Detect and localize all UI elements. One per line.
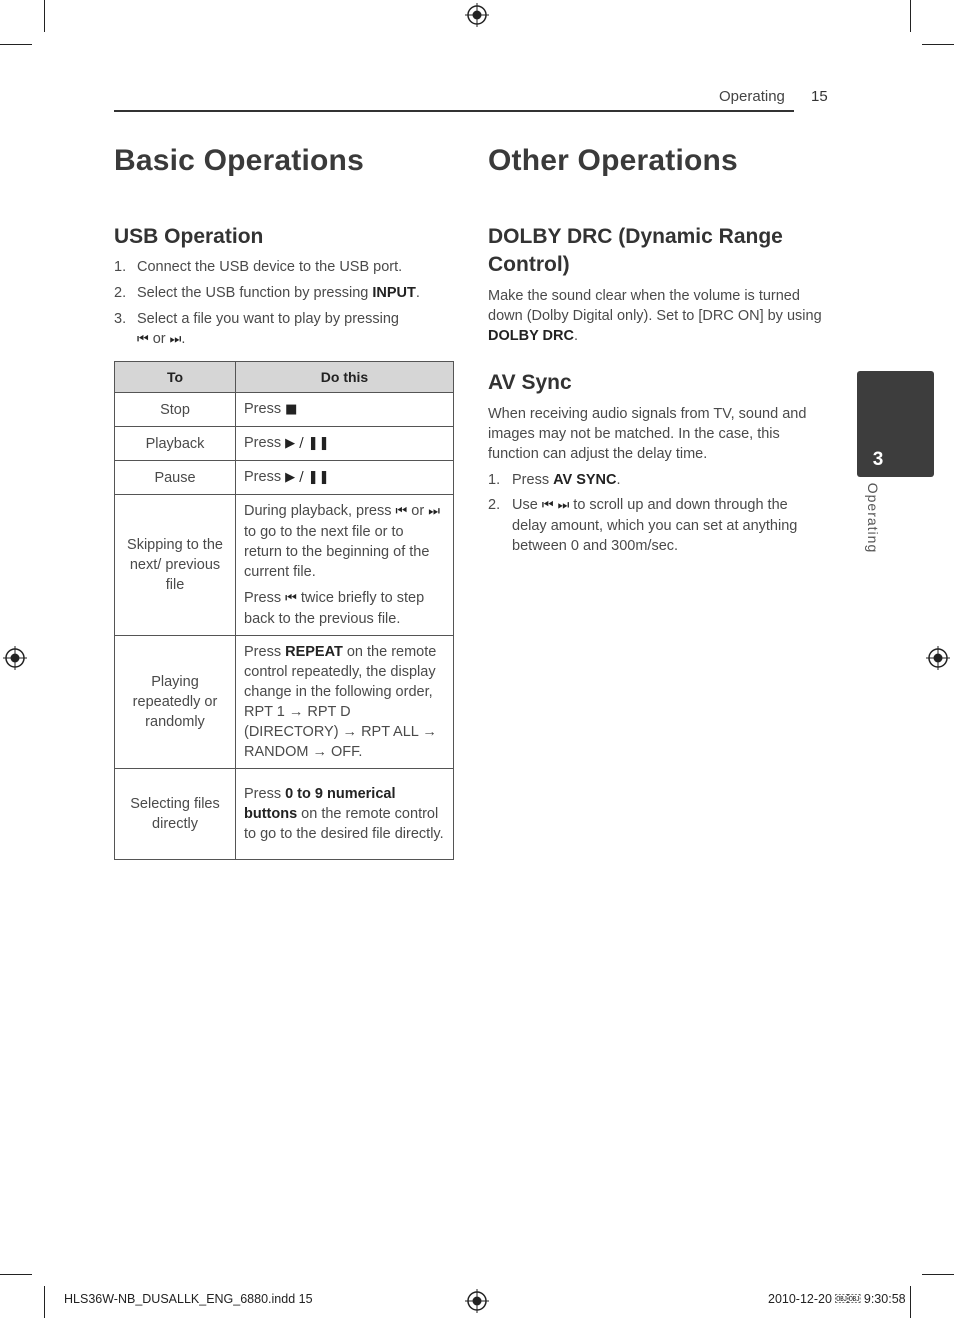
chapter-label: Operating bbox=[865, 482, 881, 554]
crop-mark bbox=[922, 1274, 954, 1275]
row-action-stop: Press ■ bbox=[236, 393, 454, 427]
usb-step-3: Select a file you want to play by pressing ⏮ or ⏭. bbox=[137, 311, 399, 347]
row-action-playback: Press ▶ / ❚❚ bbox=[236, 427, 454, 461]
row-action-repeat: Press REPEAT on the remote control repeatedly, the display change in the following order, RPT 1 → RPT D (DIRECTORY) → RPT ALL → RANDOM → OFF. bbox=[236, 636, 454, 769]
dolby-drc-text: Make the sound clear when the volume is turned down (Dolby Digital only). Set to [DRC ON] by using DOLBY DRC. bbox=[488, 288, 822, 344]
operations-table bbox=[114, 361, 454, 860]
row-action-select-files: Press 0 to 9 numerical buttons on the remote control to go to the desired file directly. bbox=[236, 769, 454, 860]
skip-previous-icon: ⏮ bbox=[285, 591, 297, 606]
numerical-buttons-label: 0 to 9 numerical buttons bbox=[244, 786, 396, 822]
usb-step-2: Select the USB function by pressing INPUT. bbox=[137, 285, 420, 301]
usb-step-1: Connect the USB device to the USB port. bbox=[137, 259, 403, 275]
table-row bbox=[115, 393, 454, 427]
step-number: 1. bbox=[114, 259, 127, 275]
skip-previous-icon: ⏮ bbox=[395, 504, 408, 519]
crop-mark bbox=[0, 1274, 32, 1275]
dolby-drc-heading: DOLBY DRC (Dynamic Range Control) bbox=[488, 225, 783, 276]
registration-mark-icon bbox=[3, 646, 27, 670]
table-row bbox=[115, 769, 454, 860]
page-title-basic-operations: Basic Operations bbox=[114, 144, 364, 177]
av-sync-step-1: Press AV SYNC. bbox=[512, 472, 621, 488]
row-action-skipping: During playback, press ⏮ or ⏭ to go to the next file or to return to the beginning of the current file. Press ⏮ twice briefly to step back to the previous file. bbox=[236, 495, 454, 636]
step-number: 2. bbox=[488, 497, 501, 513]
skip-previous-icon: ⏮ bbox=[541, 498, 554, 513]
col-header-do-this: Do this bbox=[236, 362, 454, 393]
play-pause-icon: ▶ / ❚❚ bbox=[285, 470, 330, 485]
skip-previous-icon: ⏮ bbox=[137, 332, 149, 347]
col-header-to: To bbox=[115, 362, 236, 393]
row-label-repeat: Playing repeatedly or randomly bbox=[115, 636, 236, 769]
av-sync-step-2: Use ⏮ ⏭ to scroll up and down through the delay amount, which you can set at anything between 0 and 300m/sec. bbox=[512, 497, 798, 554]
usb-operation-heading: USB Operation bbox=[114, 225, 264, 248]
row-label-skipping: Skipping to the next/ previous file bbox=[115, 495, 236, 636]
footer-date: 2010-12-20 ￼￼ 9:30:58 bbox=[768, 1292, 906, 1306]
stop-icon: ■ bbox=[285, 402, 298, 417]
play-pause-icon: ▶ / ❚❚ bbox=[285, 436, 330, 451]
crop-mark bbox=[44, 1286, 45, 1318]
table-row bbox=[115, 461, 454, 495]
crop-mark bbox=[910, 1286, 911, 1318]
chapter-number: 3 bbox=[872, 449, 884, 470]
registration-mark-icon bbox=[465, 3, 489, 27]
header-rule bbox=[114, 110, 794, 112]
table-header-row bbox=[115, 362, 454, 393]
step-number: 1. bbox=[488, 472, 501, 488]
page-number: 15 bbox=[811, 88, 828, 105]
footer-file-info: HLS36W-NB_DUSALLK_ENG_6880.indd 15 bbox=[64, 1292, 313, 1306]
crop-mark bbox=[44, 0, 45, 32]
table-row bbox=[115, 636, 454, 769]
page-title-other-operations: Other Operations bbox=[488, 144, 738, 177]
input-button-label: INPUT bbox=[372, 285, 416, 301]
step-number: 3. bbox=[114, 311, 127, 327]
table-row bbox=[115, 495, 454, 636]
row-label-playback: Playback bbox=[115, 427, 236, 461]
crop-mark bbox=[922, 44, 954, 45]
row-label-pause: Pause bbox=[115, 461, 236, 495]
repeat-button-label: REPEAT bbox=[285, 644, 343, 660]
row-label-stop: Stop bbox=[115, 393, 236, 427]
av-sync-button-label: AV SYNC bbox=[553, 472, 617, 488]
registration-mark-icon bbox=[926, 646, 950, 670]
crop-mark bbox=[910, 0, 911, 32]
crop-mark bbox=[0, 44, 32, 45]
av-sync-heading: AV Sync bbox=[488, 371, 572, 394]
skip-next-icon: ⏭ bbox=[169, 332, 182, 347]
row-label-select-files: Selecting files directly bbox=[115, 769, 236, 860]
skip-next-icon: ⏭ bbox=[428, 504, 440, 519]
row-action-pause: Press ▶ / ❚❚ bbox=[236, 461, 454, 495]
av-sync-intro: When receiving audio signals from TV, sound and images may not be matched. In the case, this function can adjust the delay time. bbox=[488, 406, 807, 462]
step-number: 2. bbox=[114, 285, 127, 301]
header-section: Operating bbox=[719, 88, 785, 105]
dolby-drc-button-label: DOLBY DRC bbox=[488, 328, 574, 344]
table-row bbox=[115, 427, 454, 461]
skip-next-icon: ⏭ bbox=[557, 498, 570, 513]
registration-mark-icon bbox=[465, 1289, 489, 1313]
